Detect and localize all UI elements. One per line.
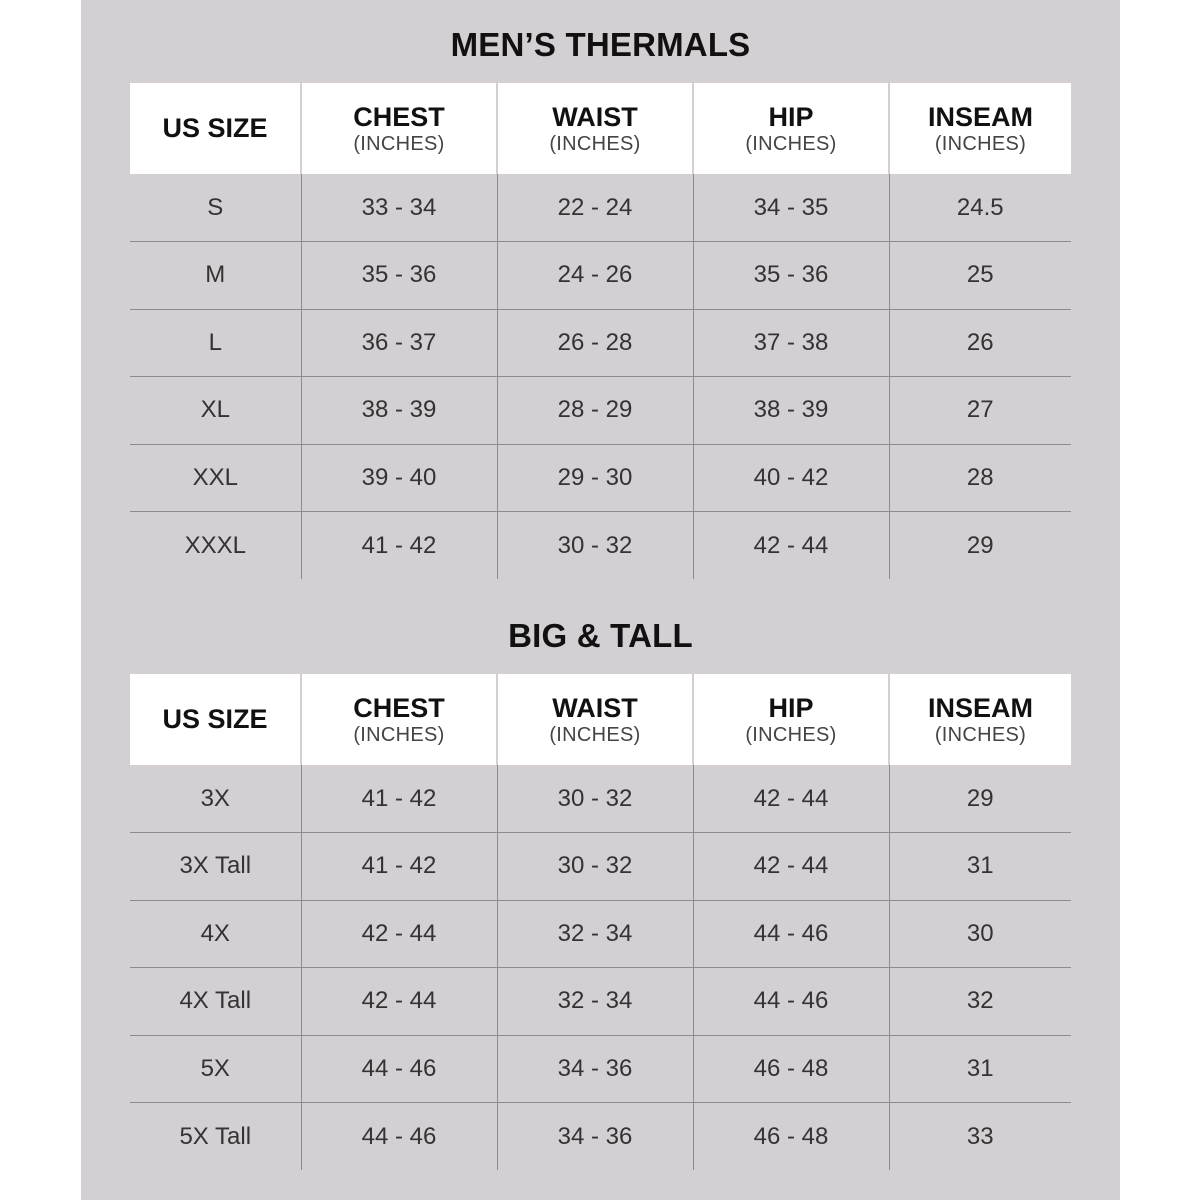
cell-us-size: XL — [130, 377, 301, 445]
cell-hip: 35 - 36 — [693, 242, 889, 310]
cell-inseam: 31 — [889, 1035, 1071, 1103]
table-row — [130, 1035, 1071, 1103]
cell-waist: 34 - 36 — [497, 1103, 693, 1171]
cell-us-size: 3X Tall — [130, 833, 301, 901]
header-unit-label: (INCHES) — [549, 723, 641, 746]
cell-chest: 39 - 40 — [301, 444, 497, 512]
header-unit-label: (INCHES) — [934, 723, 1027, 746]
header-inseam — [889, 83, 1071, 174]
table-body — [130, 174, 1071, 579]
header-waist-label: WAIST — [552, 692, 638, 723]
cell-inseam: 29 — [889, 512, 1071, 580]
table-row — [130, 444, 1071, 512]
cell-hip: 46 - 48 — [693, 1103, 889, 1171]
cell-hip: 42 - 44 — [693, 765, 889, 833]
cell-chest: 44 - 46 — [301, 1103, 497, 1171]
table-row — [130, 377, 1071, 445]
header-unit-label: (INCHES) — [353, 132, 445, 155]
cell-waist: 26 - 28 — [497, 309, 693, 377]
cell-waist: 28 - 29 — [497, 377, 693, 445]
cell-waist: 32 - 34 — [497, 900, 693, 968]
cell-waist: 34 - 36 — [497, 1035, 693, 1103]
header-unit-label: (INCHES) — [353, 723, 445, 746]
header-waist — [497, 674, 693, 765]
cell-hip: 34 - 35 — [693, 174, 889, 242]
header-waist — [497, 83, 693, 174]
big-tall-title: BIG & TALL — [508, 617, 693, 654]
table-row — [130, 174, 1071, 242]
cell-inseam: 29 — [889, 765, 1071, 833]
header-chest — [301, 83, 497, 174]
cell-inseam: 28 — [889, 444, 1071, 512]
header-us-size — [130, 83, 301, 174]
cell-waist: 30 - 32 — [497, 512, 693, 580]
header-chest-label: CHEST — [353, 692, 445, 723]
table-row — [130, 242, 1071, 310]
cell-waist: 32 - 34 — [497, 968, 693, 1036]
header-hip — [693, 674, 889, 765]
header-unit-label: (INCHES) — [549, 132, 641, 155]
cell-inseam: 26 — [889, 309, 1071, 377]
cell-us-size: 5X — [130, 1035, 301, 1103]
cell-hip: 46 - 48 — [693, 1035, 889, 1103]
cell-us-size: 4X — [130, 900, 301, 968]
header-unit-label: (INCHES) — [745, 132, 837, 155]
cell-waist: 29 - 30 — [497, 444, 693, 512]
cell-us-size: 3X — [200, 784, 230, 812]
header-hip — [693, 83, 889, 174]
cell-chest: 41 - 42 — [301, 765, 497, 833]
header-waist-label: WAIST — [552, 101, 638, 132]
header-unit-label: (INCHES) — [934, 132, 1027, 155]
header-inseam-label: INSEAM — [927, 101, 1033, 132]
cell-inseam: 31 — [889, 833, 1071, 901]
header-hip-label: HIP — [768, 101, 814, 132]
cell-us-size: S — [207, 193, 224, 221]
cell-chest: 41 - 42 — [301, 833, 497, 901]
table-header-row — [130, 83, 1071, 174]
cell-us-size: XXL — [130, 444, 301, 512]
cell-waist: 30 - 32 — [497, 765, 693, 833]
table-body — [130, 765, 1071, 1170]
cell-hip: 38 - 39 — [693, 377, 889, 445]
header-chest — [301, 674, 497, 765]
table-row — [130, 309, 1071, 377]
cell-hip: 44 - 46 — [693, 968, 889, 1036]
table-row — [130, 833, 1071, 901]
table-row — [130, 765, 1071, 833]
cell-inseam: 27 — [889, 377, 1071, 445]
header-hip-label: HIP — [768, 692, 814, 723]
cell-inseam: 24.5 — [889, 174, 1071, 242]
cell-chest: 35 - 36 — [301, 242, 497, 310]
cell-chest: 38 - 39 — [301, 377, 497, 445]
header-unit-label: (INCHES) — [745, 723, 837, 746]
table-row — [130, 900, 1071, 968]
cell-chest: 42 - 44 — [301, 900, 497, 968]
cell-us-size: 4X Tall — [130, 968, 301, 1036]
header-us-size-label: US SIZE — [162, 113, 268, 143]
header-inseam — [889, 674, 1071, 765]
header-us-size-label: US SIZE — [162, 704, 268, 734]
header-chest-label: CHEST — [353, 101, 445, 132]
table-row — [130, 512, 1071, 580]
cell-chest: 33 - 34 — [301, 174, 497, 242]
cell-waist: 22 - 24 — [497, 174, 693, 242]
table-row — [130, 968, 1071, 1036]
cell-chest: 44 - 46 — [301, 1035, 497, 1103]
cell-inseam: 30 — [889, 900, 1071, 968]
cell-waist: 30 - 32 — [497, 833, 693, 901]
cell-inseam: 25 — [889, 242, 1071, 310]
cell-hip: 37 - 38 — [693, 309, 889, 377]
header-inseam-label: INSEAM — [927, 692, 1033, 723]
cell-chest: 41 - 42 — [301, 512, 497, 580]
mens-thermals-table — [130, 83, 1071, 579]
cell-hip: 42 - 44 — [693, 512, 889, 580]
cell-hip: 42 - 44 — [693, 833, 889, 901]
cell-chest: 36 - 37 — [301, 309, 497, 377]
cell-hip: 44 - 46 — [693, 900, 889, 968]
cell-us-size: L — [130, 309, 301, 377]
mens-thermals-title: MEN’S THERMALS — [450, 26, 751, 63]
table-header-row — [130, 674, 1071, 765]
cell-us-size: 5X Tall — [130, 1103, 301, 1171]
cell-us-size: M — [130, 242, 301, 310]
size-chart-panel — [81, 0, 1120, 1200]
cell-waist: 24 - 26 — [497, 242, 693, 310]
cell-inseam: 33 — [889, 1103, 1071, 1171]
cell-inseam: 32 — [889, 968, 1071, 1036]
big-tall-table — [130, 674, 1071, 1170]
header-us-size — [130, 674, 301, 765]
table-row — [130, 1103, 1071, 1171]
cell-hip: 40 - 42 — [693, 444, 889, 512]
cell-chest: 42 - 44 — [301, 968, 497, 1036]
cell-us-size: XXXL — [130, 512, 301, 580]
